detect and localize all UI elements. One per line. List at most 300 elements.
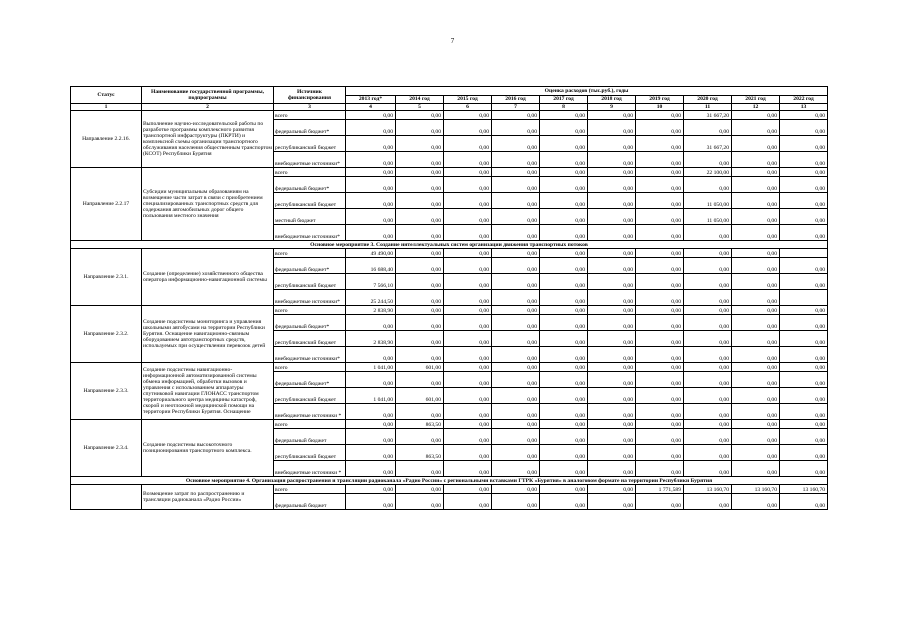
amount-cell: 0,00 <box>588 249 636 258</box>
amount-cell: 0,00 <box>780 193 828 209</box>
amount-cell: 0,00 <box>588 193 636 209</box>
amount-cell: 0,00 <box>684 420 732 429</box>
amount-cell: 0,00 <box>636 136 684 152</box>
amount-cell: 0,00 <box>684 494 732 510</box>
amount-cell: 0,00 <box>732 136 780 152</box>
amount-cell: 0,00 <box>732 372 780 388</box>
amount-cell: 0,00 <box>444 372 492 388</box>
amount-cell: 0,00 <box>636 152 684 168</box>
amount-cell: 0,00 <box>780 111 828 120</box>
amount-cell: 0,00 <box>396 111 444 120</box>
header-year: 2014 год <box>396 96 444 104</box>
amount-cell: 0,00 <box>684 347 732 363</box>
amount-cell: 0,00 <box>588 445 636 461</box>
amount-cell: 0,00 <box>588 120 636 136</box>
funding-source: республиканский бюджет <box>274 331 346 347</box>
amount-cell: 0,00 <box>492 209 540 225</box>
amount-cell: 0,00 <box>780 347 828 363</box>
amount-cell: 31 667,20 <box>684 136 732 152</box>
amount-cell: 0,00 <box>492 111 540 120</box>
section-title: Основное мероприятие 4. Организация распространения и трансляции радиоканала «Радио России» с региональными вставками ГТРК «Бурятия» в аналоговом формате на территории Республики Бурятия <box>71 477 828 485</box>
amount-cell: 0,00 <box>732 290 780 306</box>
header-year: 2022 год <box>780 96 828 104</box>
amount-cell: 0,00 <box>444 249 492 258</box>
funding-source: федеральный бюджет <box>274 494 346 510</box>
amount-cell: 0,00 <box>346 136 396 152</box>
amount-cell: 0,00 <box>492 372 540 388</box>
amount-cell: 0,00 <box>492 461 540 477</box>
header-year: 2018 год <box>588 96 636 104</box>
amount-cell: 0,00 <box>492 404 540 420</box>
amount-cell: 0,00 <box>540 306 588 315</box>
amount-cell: 0,00 <box>684 331 732 347</box>
amount-cell: 0,00 <box>588 290 636 306</box>
row-name: Создание подсистемы навигационно-информационной автоматизированной системы обмена информацией, обработки вызовов и управления с использованием аппаратуры спутниковой навигации ГЛОНАСС транспортом территориального центра медицины катастроф, скорой и неотложной медицинской помощи на территории Республики Бурятия. Оснащение <box>142 363 274 420</box>
column-number: 5 <box>396 104 444 111</box>
header-year: 2021 год <box>732 96 780 104</box>
amount-cell: 0,00 <box>732 494 780 510</box>
amount-cell: 0,00 <box>444 274 492 290</box>
amount-cell: 0,00 <box>396 209 444 225</box>
funding-source: всего <box>274 363 346 372</box>
funding-source: всего <box>274 420 346 429</box>
amount-cell: 0,00 <box>396 404 444 420</box>
amount-cell: 0,00 <box>732 445 780 461</box>
amount-cell: 0,00 <box>346 445 396 461</box>
amount-cell: 0,00 <box>444 225 492 241</box>
amount-cell: 0,00 <box>636 363 684 372</box>
column-number: 6 <box>444 104 492 111</box>
amount-cell: 0,00 <box>492 306 540 315</box>
amount-cell: 0,00 <box>732 306 780 315</box>
amount-cell: 0,00 <box>732 363 780 372</box>
amount-cell: 0,00 <box>780 494 828 510</box>
amount-cell: 0,00 <box>636 347 684 363</box>
amount-cell: 0,00 <box>540 363 588 372</box>
amount-cell: 0,00 <box>780 306 828 315</box>
amount-cell: 0,00 <box>780 372 828 388</box>
amount-cell: 0,00 <box>492 177 540 193</box>
table-row <box>71 111 828 120</box>
amount-cell: 0,00 <box>684 363 732 372</box>
section-row <box>71 241 828 249</box>
amount-cell: 0,00 <box>684 306 732 315</box>
column-number: 13 <box>780 104 828 111</box>
amount-cell: 0,00 <box>540 120 588 136</box>
amount-cell: 0,00 <box>732 274 780 290</box>
table-row <box>71 485 828 494</box>
amount-cell: 0,00 <box>540 249 588 258</box>
amount-cell: 0,00 <box>492 136 540 152</box>
amount-cell: 0,00 <box>540 420 588 429</box>
amount-cell: 0,00 <box>684 404 732 420</box>
amount-cell: 0,00 <box>636 225 684 241</box>
amount-cell: 0,00 <box>636 177 684 193</box>
table-body <box>71 87 828 510</box>
column-number: 1 <box>71 104 142 111</box>
amount-cell: 0,00 <box>780 258 828 274</box>
amount-cell: 0,00 <box>636 461 684 477</box>
amount-cell: 0,00 <box>396 168 444 177</box>
amount-cell: 0,00 <box>588 209 636 225</box>
amount-cell: 0,00 <box>444 193 492 209</box>
amount-cell: 0,00 <box>636 404 684 420</box>
funding-source: внебюджетные источники * <box>274 404 346 420</box>
amount-cell: 0,00 <box>684 274 732 290</box>
amount-cell: 0,00 <box>444 445 492 461</box>
amount-cell: 0,00 <box>346 168 396 177</box>
header-status: Статус <box>71 87 142 104</box>
funding-source: республиканский бюджет <box>274 136 346 152</box>
amount-cell: 0,00 <box>732 111 780 120</box>
amount-cell: 0,00 <box>588 404 636 420</box>
amount-cell: 0,00 <box>346 209 396 225</box>
amount-cell: 0,00 <box>492 249 540 258</box>
amount-cell: 0,00 <box>780 225 828 241</box>
amount-cell: 0,00 <box>588 315 636 331</box>
funding-source: федеральный бюджет* <box>274 315 346 331</box>
amount-cell: 0,00 <box>780 209 828 225</box>
amount-cell: 0,00 <box>540 193 588 209</box>
amount-cell: 0,00 <box>732 461 780 477</box>
amount-cell: 0,00 <box>396 249 444 258</box>
funding-source: федеральный бюджет* <box>274 372 346 388</box>
amount-cell: 0,00 <box>492 290 540 306</box>
funding-source: республиканский бюджет <box>274 193 346 209</box>
amount-cell: 0,00 <box>588 258 636 274</box>
row-name: Создание подсистемы высокоточного позиционирования транспортного комплекса. <box>142 420 274 477</box>
amount-cell: 22 100,00 <box>684 168 732 177</box>
amount-cell: 0,00 <box>588 168 636 177</box>
amount-cell: 0,00 <box>492 363 540 372</box>
amount-cell: 0,00 <box>540 258 588 274</box>
amount-cell: 0,00 <box>444 429 492 445</box>
amount-cell: 0,00 <box>540 152 588 168</box>
amount-cell: 0,00 <box>780 168 828 177</box>
amount-cell: 0,00 <box>732 152 780 168</box>
amount-cell: 0,00 <box>396 372 444 388</box>
amount-cell: 0,00 <box>444 388 492 404</box>
amount-cell: 0,00 <box>540 445 588 461</box>
amount-cell: 0,00 <box>444 404 492 420</box>
row-status: Направление 2.2.16. <box>71 111 142 168</box>
amount-cell: 0,00 <box>588 363 636 372</box>
amount-cell: 13 160,70 <box>732 485 780 494</box>
header-year: 2013 год* <box>346 96 396 104</box>
amount-cell: 0,00 <box>684 177 732 193</box>
section-row <box>71 477 828 485</box>
amount-cell: 0,00 <box>588 372 636 388</box>
amount-cell: 0,00 <box>780 388 828 404</box>
amount-cell: 1 041,00 <box>346 363 396 372</box>
amount-cell: 0,00 <box>636 249 684 258</box>
amount-cell: 0,00 <box>444 111 492 120</box>
amount-cell: 0,00 <box>732 315 780 331</box>
amount-cell: 0,00 <box>444 152 492 168</box>
amount-cell: 0,00 <box>444 347 492 363</box>
amount-cell: 0,00 <box>780 274 828 290</box>
amount-cell: 0,00 <box>636 193 684 209</box>
amount-cell: 0,00 <box>588 494 636 510</box>
page-number: 7 <box>450 37 455 45</box>
column-number: 11 <box>684 104 732 111</box>
amount-cell: 1 771,589 <box>636 485 684 494</box>
amount-cell: 0,00 <box>540 168 588 177</box>
amount-cell: 0,00 <box>396 274 444 290</box>
amount-cell: 0,00 <box>540 209 588 225</box>
header-year: 2015 год <box>444 96 492 104</box>
funding-source: республиканский бюджет <box>274 445 346 461</box>
amount-cell: 0,00 <box>346 372 396 388</box>
column-number: 8 <box>540 104 588 111</box>
amount-cell: 0,00 <box>732 420 780 429</box>
amount-cell: 0,00 <box>636 420 684 429</box>
amount-cell: 25 244,50 <box>346 290 396 306</box>
funding-source: всего <box>274 111 346 120</box>
funding-source: федеральный бюджет* <box>274 177 346 193</box>
amount-cell: 0,00 <box>492 331 540 347</box>
amount-cell: 0,00 <box>396 152 444 168</box>
amount-cell: 0,00 <box>732 331 780 347</box>
amount-cell: 0,00 <box>732 209 780 225</box>
amount-cell: 0,00 <box>444 485 492 494</box>
amount-cell: 0,00 <box>732 225 780 241</box>
amount-cell: 0,00 <box>684 372 732 388</box>
column-number: 4 <box>346 104 396 111</box>
table-row <box>71 363 828 372</box>
amount-cell: 0,00 <box>588 225 636 241</box>
amount-cell: 0,00 <box>588 111 636 120</box>
amount-cell: 0,00 <box>444 494 492 510</box>
column-number: 3 <box>274 104 346 111</box>
amount-cell: 0,00 <box>346 420 396 429</box>
table-row <box>71 249 828 258</box>
amount-cell: 0,00 <box>346 315 396 331</box>
amount-cell: 0,00 <box>346 485 396 494</box>
amount-cell: 0,00 <box>444 306 492 315</box>
funding-source: федеральный бюджет* <box>274 258 346 274</box>
funding-source: федеральный бюджет* <box>274 120 346 136</box>
funding-source: внебюджетные источники* <box>274 290 346 306</box>
amount-cell: 0,00 <box>732 120 780 136</box>
row-name: Возмещение затрат по распространению и трансляции радиоканала «Радио России» <box>142 485 274 510</box>
table-row <box>71 420 828 429</box>
amount-cell: 0,00 <box>444 136 492 152</box>
header-source: Источник финансирования <box>274 87 346 104</box>
amount-cell: 601,00 <box>396 388 444 404</box>
amount-cell: 0,00 <box>780 177 828 193</box>
amount-cell: 0,00 <box>540 315 588 331</box>
amount-cell: 0,00 <box>492 274 540 290</box>
amount-cell: 0,00 <box>588 177 636 193</box>
amount-cell: 0,00 <box>492 152 540 168</box>
amount-cell: 0,00 <box>636 388 684 404</box>
amount-cell: 0,00 <box>346 347 396 363</box>
amount-cell: 2 838,90 <box>346 331 396 347</box>
amount-cell: 1 041,00 <box>346 388 396 404</box>
amount-cell: 0,00 <box>636 290 684 306</box>
amount-cell: 0,00 <box>732 347 780 363</box>
amount-cell: 0,00 <box>540 372 588 388</box>
amount-cell: 0,00 <box>780 152 828 168</box>
amount-cell: 0,00 <box>684 315 732 331</box>
amount-cell: 0,00 <box>636 372 684 388</box>
amount-cell: 0,00 <box>780 404 828 420</box>
row-status: Направление 2.2.17 <box>71 168 142 241</box>
amount-cell: 0,00 <box>684 152 732 168</box>
amount-cell <box>780 249 828 258</box>
funding-source: республиканский бюджет <box>274 274 346 290</box>
amount-cell: 0,00 <box>636 274 684 290</box>
amount-cell: 0,00 <box>684 120 732 136</box>
funding-source: внебюджетные источники* <box>274 225 346 241</box>
amount-cell: 0,00 <box>636 494 684 510</box>
amount-cell: 0,00 <box>588 429 636 445</box>
amount-cell: 0,00 <box>684 429 732 445</box>
amount-cell: 0,00 <box>588 420 636 429</box>
amount-cell: 0,00 <box>540 494 588 510</box>
amount-cell: 0,00 <box>540 429 588 445</box>
amount-cell: 2 838,90 <box>346 306 396 315</box>
amount-cell: 0,00 <box>780 120 828 136</box>
amount-cell: 0,00 <box>732 388 780 404</box>
amount-cell: 0,00 <box>492 315 540 331</box>
amount-cell: 0,00 <box>444 290 492 306</box>
amount-cell: 11 050,00 <box>684 209 732 225</box>
amount-cell: 0,00 <box>684 388 732 404</box>
amount-cell: 0,00 <box>346 152 396 168</box>
amount-cell: 0,00 <box>636 168 684 177</box>
amount-cell: 0,00 <box>396 306 444 315</box>
amount-cell: 0,00 <box>732 404 780 420</box>
amount-cell: 0,00 <box>396 258 444 274</box>
amount-cell: 0,00 <box>588 347 636 363</box>
amount-cell: 13 160,70 <box>684 485 732 494</box>
amount-cell: 0,00 <box>684 258 732 274</box>
amount-cell: 0,00 <box>732 429 780 445</box>
column-number: 7 <box>492 104 540 111</box>
row-status: Направление 2.3.1. <box>71 249 142 306</box>
column-number: 10 <box>636 104 684 111</box>
amount-cell: 0,00 <box>492 420 540 429</box>
amount-cell: 0,00 <box>636 209 684 225</box>
amount-cell: 0,00 <box>540 461 588 477</box>
amount-cell: 16 688,40 <box>346 258 396 274</box>
amount-cell: 0,00 <box>636 331 684 347</box>
header-year: 2016 год <box>492 96 540 104</box>
amount-cell: 0,00 <box>492 347 540 363</box>
amount-cell: 0,00 <box>540 388 588 404</box>
amount-cell: 0,00 <box>396 193 444 209</box>
amount-cell: 0,00 <box>444 120 492 136</box>
amount-cell: 0,00 <box>346 177 396 193</box>
amount-cell: 0,00 <box>540 111 588 120</box>
amount-cell: 0,00 <box>396 461 444 477</box>
amount-cell <box>780 290 828 306</box>
amount-cell: 0,00 <box>684 445 732 461</box>
amount-cell: 0,00 <box>636 445 684 461</box>
amount-cell: 0,00 <box>684 249 732 258</box>
amount-cell: 0,00 <box>346 225 396 241</box>
funding-source: внебюджетные источники* <box>274 347 346 363</box>
amount-cell: 0,00 <box>540 274 588 290</box>
amount-cell: 0,00 <box>346 429 396 445</box>
funding-source: республиканский бюджет <box>274 388 346 404</box>
amount-cell: 0,00 <box>396 331 444 347</box>
funding-source: федеральный бюджет <box>274 429 346 445</box>
amount-cell: 0,00 <box>540 177 588 193</box>
amount-cell: 0,00 <box>588 388 636 404</box>
amount-cell: 0,00 <box>780 445 828 461</box>
amount-cell: 0,00 <box>492 429 540 445</box>
funding-source: всего <box>274 168 346 177</box>
amount-cell: 0,00 <box>492 225 540 241</box>
amount-cell: 0,00 <box>540 347 588 363</box>
row-status: Направление 2.3.4. <box>71 420 142 477</box>
amount-cell: 0,00 <box>684 290 732 306</box>
row-status <box>71 485 142 510</box>
amount-cell: 0,00 <box>396 225 444 241</box>
amount-cell: 0,00 <box>396 485 444 494</box>
row-name: Создание подсистемы мониторинга и управления школьными автобусами на территории Республики Бурятия. Оснащение навигационно-связным оборудованием автотранспортных средств, используемых при осуществлении перевозок детей <box>142 306 274 363</box>
amount-cell: 0,00 <box>732 249 780 258</box>
funding-source: всего <box>274 485 346 494</box>
amount-cell: 0,00 <box>346 193 396 209</box>
header-estimate: Оценка расходов (тыс.руб.), годы <box>346 87 828 96</box>
amount-cell: 0,00 <box>444 168 492 177</box>
amount-cell: 0,00 <box>396 315 444 331</box>
table-row <box>71 168 828 177</box>
amount-cell: 0,00 <box>444 177 492 193</box>
amount-cell: 0,00 <box>636 315 684 331</box>
amount-cell: 31 667,20 <box>684 111 732 120</box>
row-name: Субсидии муниципальным образованиям на возмещение части затрат в связи с приобретением специализированных транспортных средств для содержания автомобильных дорог общего пользования местного значения <box>142 168 274 241</box>
amount-cell: 0,00 <box>492 388 540 404</box>
amount-cell: 0,00 <box>396 347 444 363</box>
funding-source: внебюджетные источники * <box>274 461 346 477</box>
amount-cell: 49 490,00 <box>346 249 396 258</box>
amount-cell: 0,00 <box>732 193 780 209</box>
row-name: Выполнение научно-исследовательской работы по разработке программы комплексного развития транспортной инфраструктуры (ПКРТИ) и комплексной схемы организации транспортного обслуживания населения общественным транспортом (КСОТ) Республики Бурятия <box>142 111 274 168</box>
amount-cell: 0,00 <box>540 136 588 152</box>
amount-cell: 0,00 <box>780 331 828 347</box>
amount-cell: 0,00 <box>636 111 684 120</box>
amount-cell: 0,00 <box>540 290 588 306</box>
amount-cell: 0,00 <box>636 120 684 136</box>
amount-cell: 0,00 <box>732 258 780 274</box>
amount-cell: 0,00 <box>396 429 444 445</box>
amount-cell: 0,00 <box>780 420 828 429</box>
amount-cell: 0,00 <box>588 306 636 315</box>
amount-cell: 0,00 <box>636 306 684 315</box>
amount-cell: 0,00 <box>588 274 636 290</box>
amount-cell: 0,00 <box>396 290 444 306</box>
amount-cell: 0,00 <box>396 177 444 193</box>
amount-cell: 601,00 <box>396 363 444 372</box>
amount-cell: 13 160,70 <box>780 485 828 494</box>
amount-cell: 7 566,10 <box>346 274 396 290</box>
column-number: 9 <box>588 104 636 111</box>
amount-cell: 0,00 <box>588 485 636 494</box>
amount-cell: 0,00 <box>444 209 492 225</box>
row-status: Направление 2.3.2. <box>71 306 142 363</box>
amount-cell: 0,00 <box>396 494 444 510</box>
amount-cell: 863,50 <box>396 445 444 461</box>
amount-cell: 0,00 <box>684 461 732 477</box>
amount-cell: 0,00 <box>444 258 492 274</box>
amount-cell: 0,00 <box>444 461 492 477</box>
amount-cell: 0,00 <box>684 225 732 241</box>
